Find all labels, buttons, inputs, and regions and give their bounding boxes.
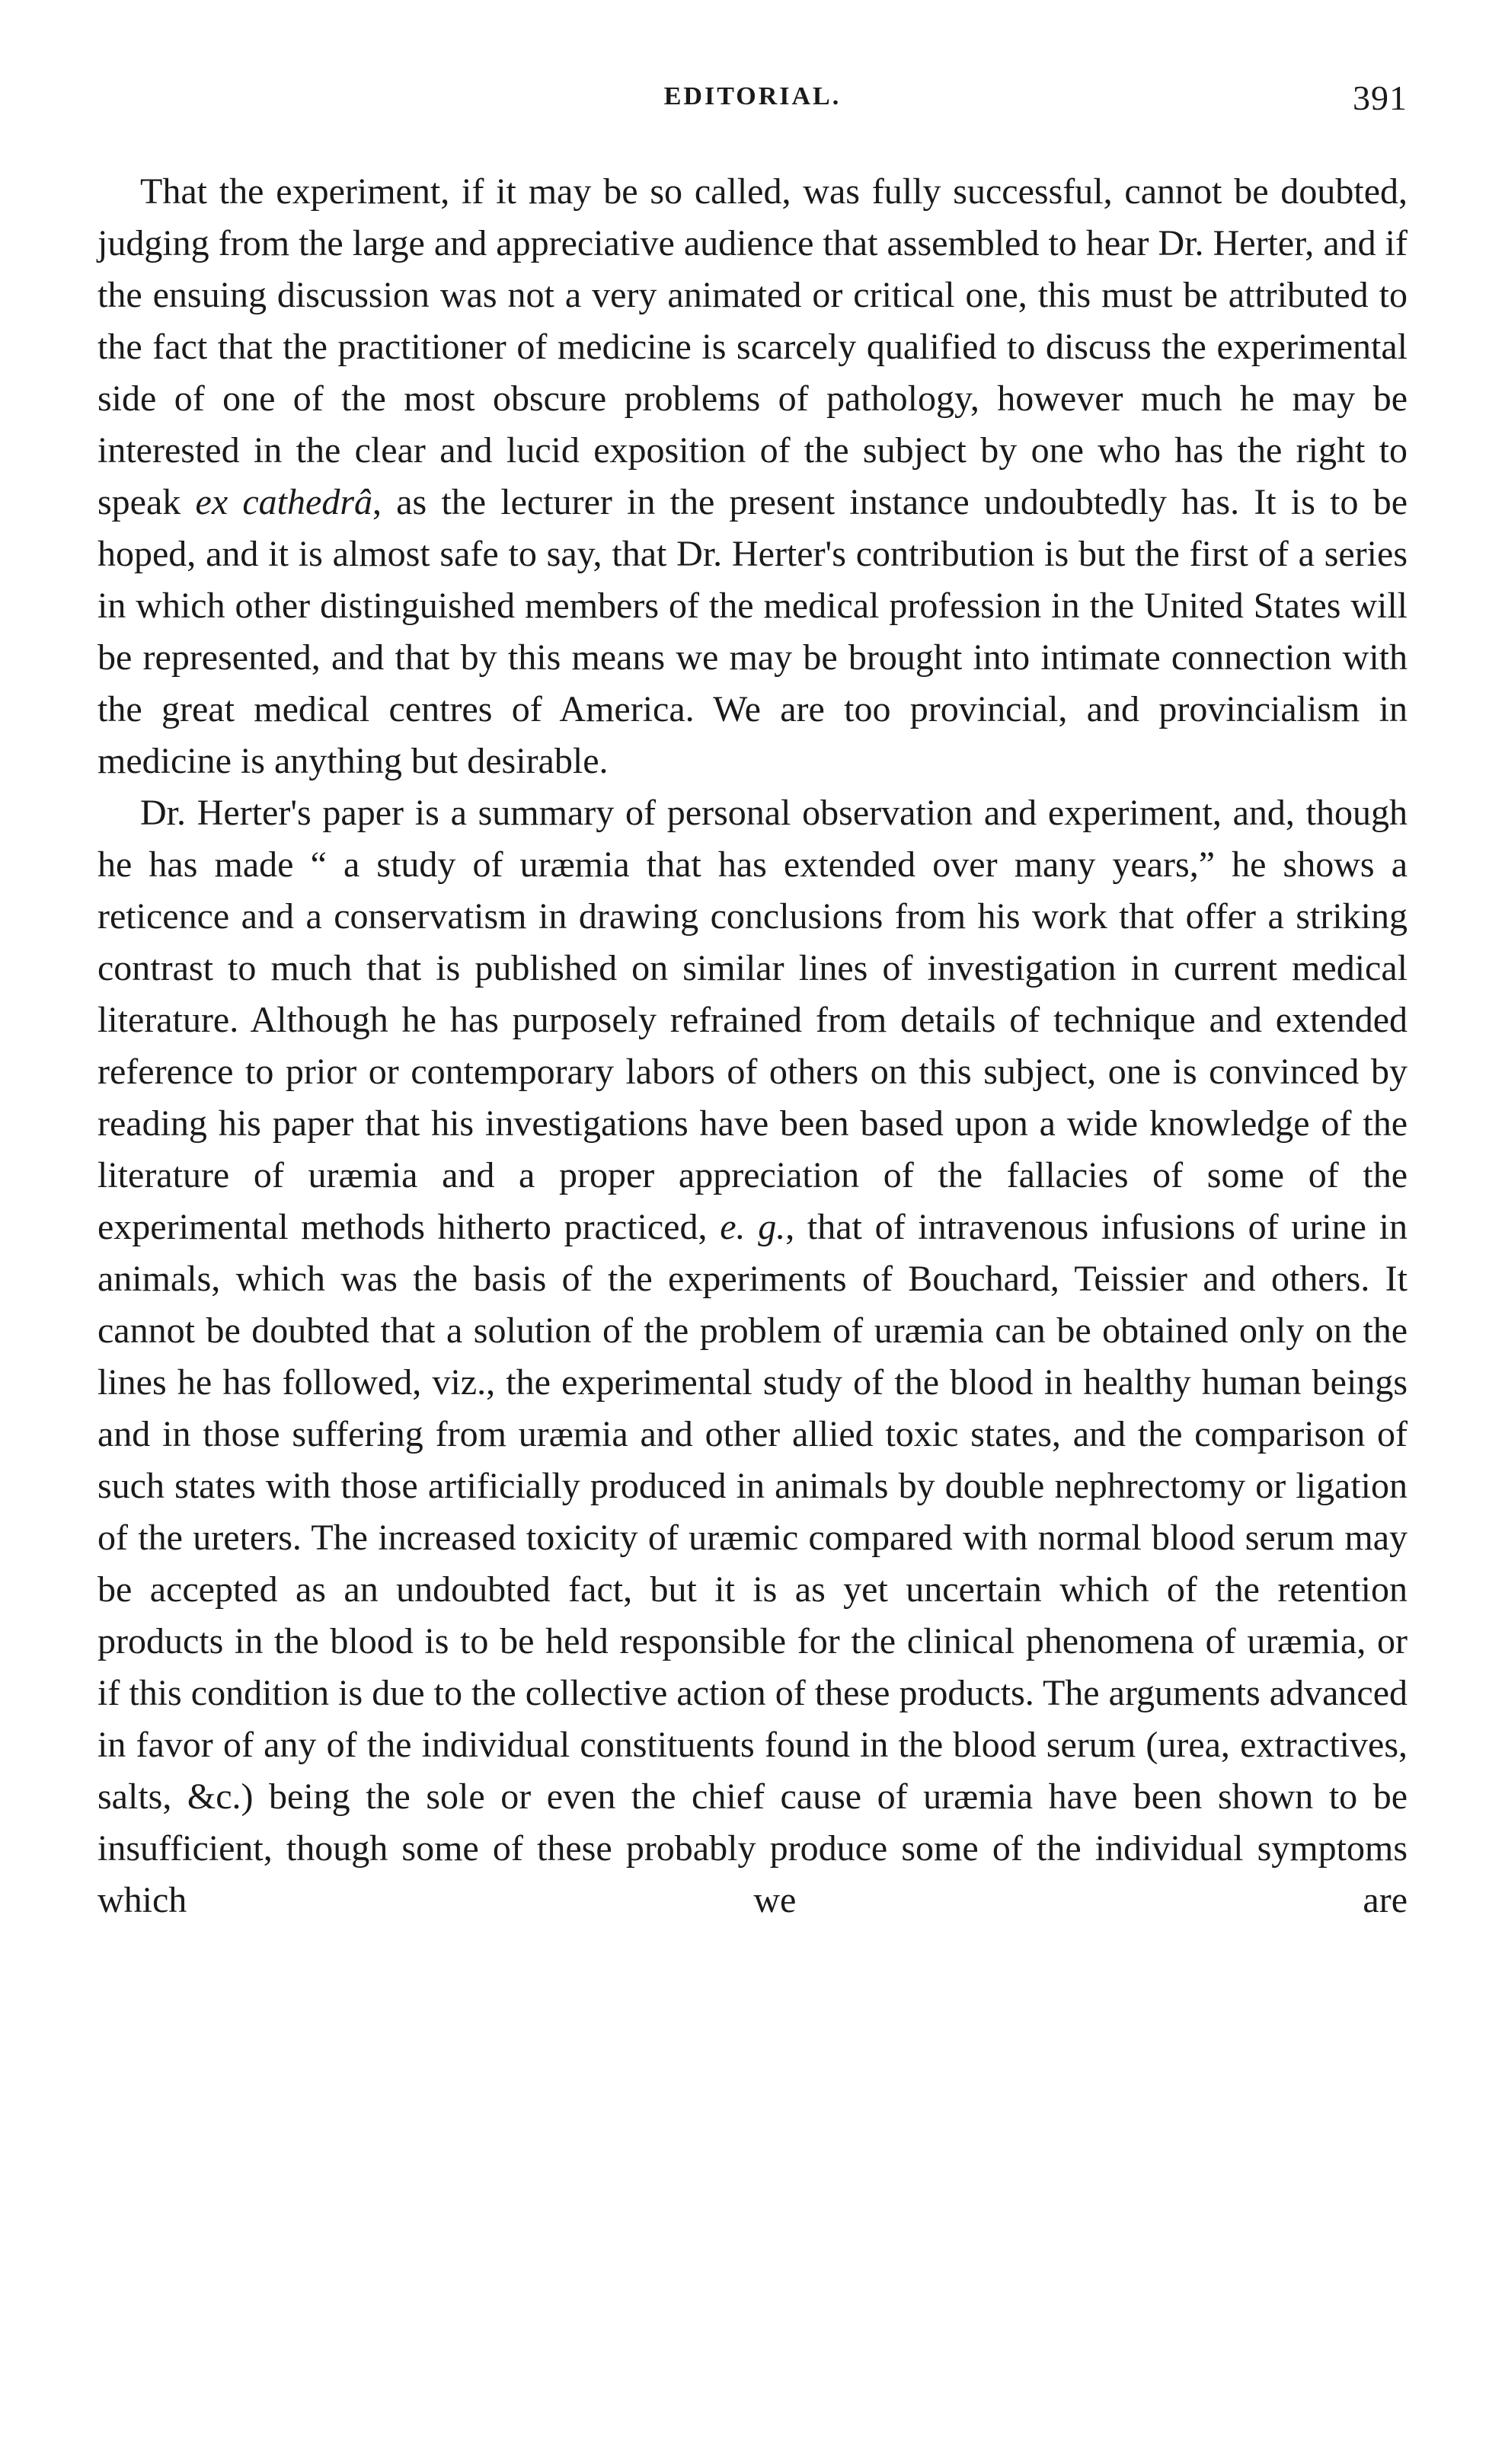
paragraph-1-latin-phrase: ex cathedrâ (195, 482, 372, 522)
paragraph-2-text-b: , that of intravenous infusions of urine in animals, which was the basis of the experiments of Bouchard, Teissier and others. It cannot be doubted that a solution of the problem of uræmia can be obtained only on the lines he has followed, viz., the experimental study of the blood in healthy human beings and in those suffering from uræmia and other allied toxic states, and the comparison of such states with those artificially produced in animals by double nephrectomy or ligation of the ureters. The increased toxicity of uræmic compared with normal blood serum may be accepted as an undoubted fact, but it is as yet uncertain which of the retention products in the blood is to be held responsible for the clinical phenomena of uræmia, or if this condition is due to the collective action of these products. The arguments advanced in favor of any of the individual constituents found in the blood serum (urea, extractives, salts, &c.) being the sole or even the chief cause of uræmia have been shown to be insufficient, though some of these probably produce some of the individual symptoms which we are (97, 1207, 1408, 1920)
editorial-body (97, 166, 1408, 1926)
running-title: EDITORIAL. (663, 82, 842, 110)
page-number: 391 (1353, 78, 1408, 117)
running-head (97, 78, 1408, 128)
paragraph-1-text-a: That the experiment, if it may be so called, was fully successful, cannot be doubted, judging from the large and appreciative audience that assembled to hear Dr. Herter, and if the ensuing discussion was not a very animated or critical one, this must be attributed to the fact that the practitioner of medicine is scarcely qualified to discuss the experimental side of one of the most obscure problems of pathology, however much he may be interested in the clear and lucid exposition of the subject by one who has the right to speak (97, 171, 1408, 522)
paragraph-2-text-a: Dr. Herter's paper is a summary of personal observation and experiment, and, though he has made “ a study of uræmia that has extended over many years,” he shows a reticence and a conservatism in drawing conclusions from his work that offer a striking contrast to much that is published on similar lines of investigation in current medical literature. Although he has purposely refrained from details of technique and extended reference to prior or contemporary labors of others on this subject, one is convinced by reading his paper that his investigations have been based upon a wide knowledge of the literature of uræmia and a proper appreciation of the fallacies of some of the experimental methods hitherto practiced, (97, 793, 1408, 1247)
paragraph-1-text-b: , as the lecturer in the present instance undoubtedly has. It is to be hoped, and it is almost safe to say, that Dr. Herter's contribution is but the first of a series in which other distinguished members of the medical profession in the United States will be represented, and that by this means we may be brought into intimate connection with the great medical centres of America. We are too provincial, and provincialism in medicine is anything but desirable. (97, 482, 1408, 781)
paragraph-1 (97, 166, 1408, 787)
paragraph-2 (97, 787, 1408, 1926)
paragraph-2-abbreviation: e. g. (720, 1207, 786, 1247)
